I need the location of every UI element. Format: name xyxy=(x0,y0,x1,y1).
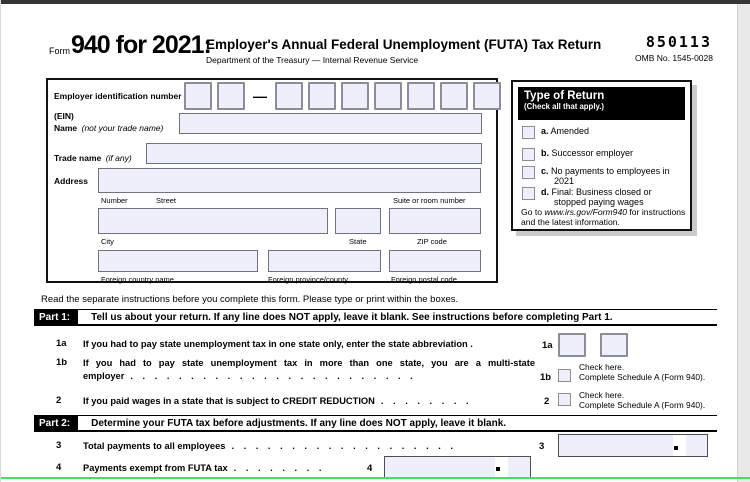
option-b-label: Successor employer xyxy=(551,148,634,158)
address-input[interactable] xyxy=(98,168,481,193)
line-1a-number: 1a xyxy=(56,338,67,349)
line-4-text: Payments exempt from FUTA tax xyxy=(83,463,228,473)
omb-number: OMB No. 1545-0028 xyxy=(635,53,713,63)
exempt-payments-amount-input[interactable] xyxy=(384,456,531,478)
state-input[interactable] xyxy=(335,208,381,234)
name-label-note: (not your trade name) xyxy=(81,123,164,133)
address-label: Address xyxy=(54,176,89,186)
state-label: State xyxy=(349,237,367,246)
form-number: 940 for 2021: xyxy=(71,31,211,59)
page-right-margin xyxy=(737,4,750,482)
line-2-dot-leader: . . . . . . . . xyxy=(380,396,469,406)
line-2-right-number: 2 xyxy=(544,396,550,407)
line-4-number: 4 xyxy=(56,462,62,473)
ein-box-8[interactable] xyxy=(440,82,468,110)
line-2-check-note-1: Check here. xyxy=(579,390,625,400)
foreign-province-label: Foreign province/county xyxy=(268,275,349,284)
type-of-return-subtitle: (Check all that apply.) xyxy=(524,102,605,111)
ocr-form-code: 850113 xyxy=(645,33,712,51)
credit-reduction-checkbox[interactable] xyxy=(558,393,571,406)
part1-label: Part 1: xyxy=(34,310,78,324)
successor-employer-checkbox[interactable] xyxy=(522,148,535,161)
ein-dash: — xyxy=(253,88,267,104)
part1-header-bar xyxy=(34,309,717,326)
line-1b-dot-leader: . . . . . . . . . . . . . . . . . . . . . . . . xyxy=(130,371,413,382)
exempt-payments-cents[interactable] xyxy=(508,457,530,477)
ein-box-2[interactable] xyxy=(217,82,245,110)
option-c-label: No payments to employees in 2021 xyxy=(551,166,670,187)
line-1b-number: 1b xyxy=(56,357,68,368)
type-of-return-box xyxy=(511,80,692,231)
ein-box-1[interactable] xyxy=(184,82,212,110)
option-d-key: d. xyxy=(541,187,549,197)
read-instructions-line: Read the separate instructions before you complete this form. Please type or print within the boxes. xyxy=(41,294,459,305)
address-sublabel-number: Number xyxy=(101,196,128,205)
line-3-right-number: 3 xyxy=(539,441,545,452)
part2-header-bar xyxy=(34,415,717,432)
total-payments-dollars[interactable] xyxy=(559,435,673,456)
ein-box-7[interactable] xyxy=(407,82,435,110)
part2-label: Part 2: xyxy=(34,416,78,430)
foreign-country-input[interactable] xyxy=(98,250,258,272)
name-label: Name xyxy=(54,123,78,133)
footer-post: for instructions and the latest information. xyxy=(521,207,686,228)
form940-url-link[interactable]: www.irs.gov/Form940 xyxy=(544,207,628,217)
type-of-return-title: Type of Return xyxy=(524,90,605,102)
foreign-postal-input[interactable] xyxy=(389,250,481,272)
state-abbrev-box-2[interactable] xyxy=(600,333,628,357)
line-1a-right-number: 1a xyxy=(542,340,553,351)
foreign-postal-label: Foreign postal code xyxy=(391,275,457,284)
decimal-point xyxy=(496,467,500,471)
zip-input[interactable] xyxy=(389,208,481,234)
address-sublabel-suite: Suite or room number xyxy=(393,196,466,205)
state-abbrev-box-1[interactable] xyxy=(558,333,586,357)
trade-name-label: Trade name xyxy=(54,153,102,163)
ein-box-6[interactable] xyxy=(374,82,402,110)
final-return-checkbox[interactable] xyxy=(522,187,535,200)
line-2-check-note-2: Complete Schedule A (Form 940). xyxy=(579,400,706,411)
no-payments-checkbox[interactable] xyxy=(522,166,535,179)
decimal-strip xyxy=(495,457,508,477)
line-4-right-number: 4 xyxy=(367,463,373,474)
city-input[interactable] xyxy=(98,208,328,234)
total-payments-amount-input[interactable] xyxy=(558,434,708,457)
line-3-dot-leader: . . . . . . . . . . . . . . . . . . . xyxy=(231,441,454,451)
footer-pre: Go to xyxy=(521,207,545,217)
address-sublabel-street: Street xyxy=(156,196,177,205)
trade-name-input[interactable] xyxy=(146,143,482,164)
option-b-key: b. xyxy=(541,148,549,158)
form-word-label: Form xyxy=(49,46,70,56)
employer-info-box xyxy=(46,78,498,283)
option-d-label: Final: Business closed or stopped paying wages xyxy=(551,187,652,208)
line-1b-right-number: 1b xyxy=(540,372,552,383)
line-2-number: 2 xyxy=(56,395,62,406)
type-of-return-header xyxy=(518,87,685,120)
window-top-edge xyxy=(1,0,750,4)
zip-label: ZIP code xyxy=(417,237,447,246)
ein-box-4[interactable] xyxy=(308,82,336,110)
ein-label-2: (EIN) xyxy=(54,111,74,121)
selection-highlight-line xyxy=(1,477,750,479)
ein-box-5[interactable] xyxy=(341,82,369,110)
exempt-payments-dollars[interactable] xyxy=(385,457,495,477)
decimal-point xyxy=(674,446,678,450)
city-label: City xyxy=(101,237,114,246)
ein-box-9[interactable] xyxy=(473,82,501,110)
line-1b-text-line2: employer xyxy=(83,371,125,382)
line-1b-text-line1: If you had to pay state unemployment tax in more than one state, you are a multi-state xyxy=(83,358,535,368)
option-a-key: a. xyxy=(541,126,549,136)
line-1b-check-note-1: Check here. xyxy=(579,362,625,372)
part1-heading: Tell us about your return. If any line does NOT apply, leave it blank. See instructions before completing Part 1. xyxy=(91,312,613,323)
ein-box-3[interactable] xyxy=(275,82,303,110)
line-3-text: Total payments to all employees xyxy=(83,441,226,451)
option-a-label: Amended xyxy=(550,126,590,136)
form-subtitle: Department of the Treasury — Internal Revenue Service xyxy=(206,55,419,65)
trade-name-label-note: (if any) xyxy=(105,153,132,163)
option-c-key: c. xyxy=(541,166,549,176)
ein-label: Employer identification number xyxy=(54,91,182,101)
amended-checkbox[interactable] xyxy=(522,126,535,139)
foreign-country-label: Foreign country name xyxy=(101,275,174,284)
multi-state-checkbox[interactable] xyxy=(558,369,571,382)
line-2-text: If you paid wages in a state that is subject to CREDIT REDUCTION xyxy=(83,396,375,406)
form-title: Employer's Annual Federal Unemployment (FUTA) Tax Return xyxy=(206,37,602,52)
line-1a-text: If you had to pay state unemployment tax in one state only, enter the state abbreviation . xyxy=(83,339,473,349)
decimal-strip xyxy=(673,435,686,456)
name-input[interactable] xyxy=(179,113,482,134)
part2-heading: Determine your FUTA tax before adjustments. If any line does NOT apply, leave it blank. xyxy=(91,418,507,429)
type-of-return-footer xyxy=(521,207,687,228)
foreign-province-input[interactable] xyxy=(268,250,381,272)
total-payments-cents[interactable] xyxy=(686,435,707,456)
line-1b-check-note-2: Complete Schedule A (Form 940). xyxy=(579,372,706,383)
line-4-dot-leader: . . . . . . . . xyxy=(233,463,322,473)
line-3-number: 3 xyxy=(56,440,62,451)
